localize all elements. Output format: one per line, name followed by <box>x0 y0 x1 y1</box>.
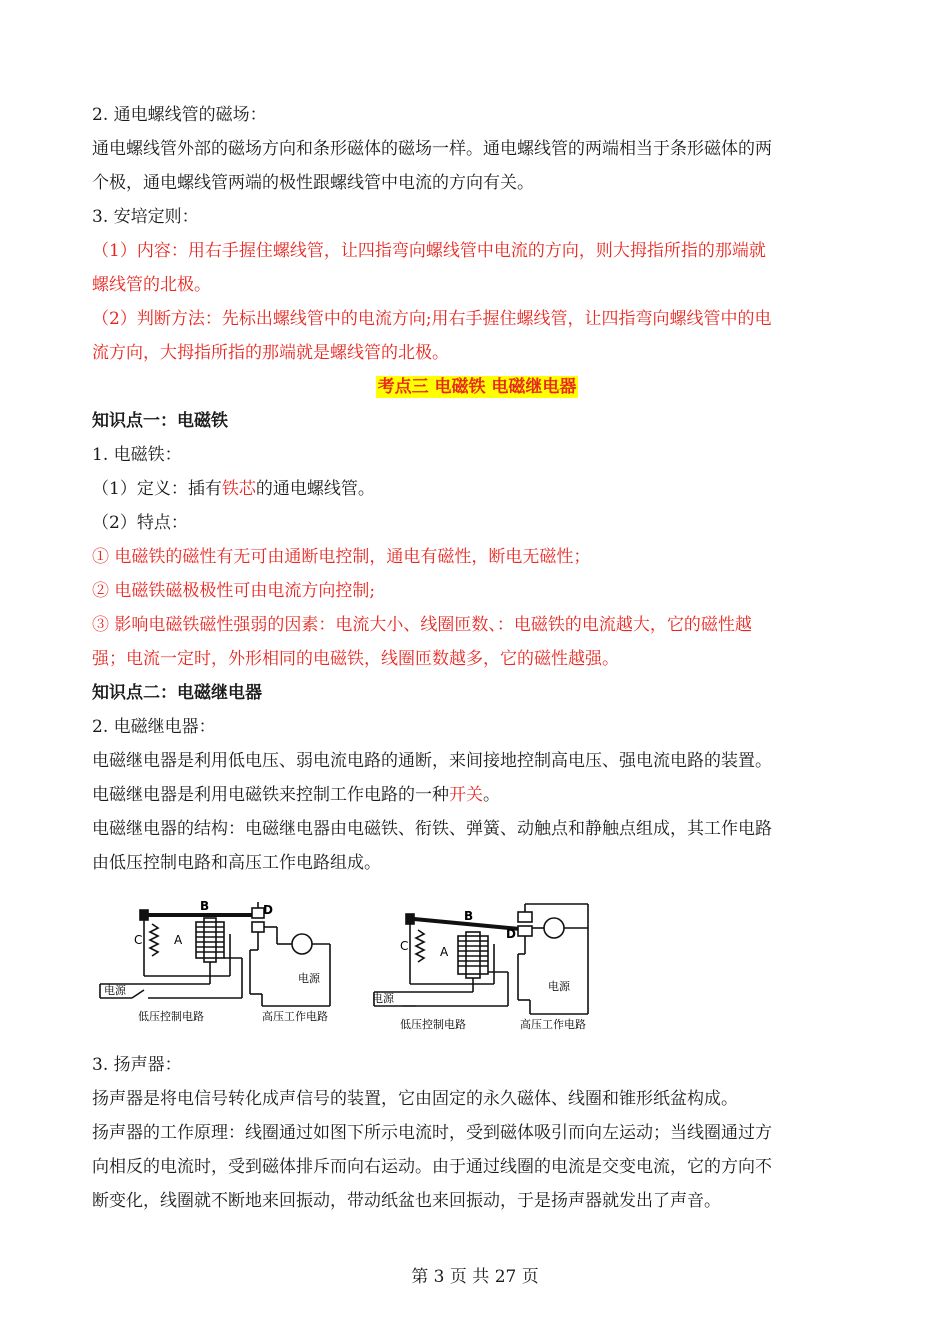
paragraph-line <box>92 778 862 812</box>
relay-figures <box>92 894 862 1044</box>
keyword-switch: 开关 <box>449 785 483 805</box>
ampere-rule-content: 螺线管的北极。 <box>92 275 211 295</box>
ampere-rule-method: 流方向，大拇指所指的那端就是螺线管的北极。 <box>92 343 449 363</box>
label-a: A <box>440 945 449 959</box>
heading-speaker: 3. 扬声器： <box>92 1055 182 1075</box>
paragraph-line: 扬声器是将电信号转化成声信号的装置，它由固定的永久磁体、线圈和锥形纸盆构成。 <box>92 1089 738 1109</box>
paragraph-line: 扬声器的工作原理：线圈通过如图下所示电流时，受到磁体吸引而向左运动；当线圈通过方 <box>92 1123 772 1143</box>
section-title <box>92 370 862 404</box>
heading-ampere-rule: 3. 安培定则： <box>92 207 199 227</box>
ampere-rule-content: （1）内容：用右手握住螺线管，让四指弯向螺线管中电流的方向，则大拇指所指的那端就 <box>92 241 766 261</box>
paragraph-text: 电磁继电器是利用电磁铁来控制工作电路的一种 <box>92 785 449 805</box>
definition-text: （1）定义：插有 <box>92 479 222 499</box>
feature-item-2: ② 电磁铁磁极极性可由电流方向控制; <box>92 581 376 601</box>
paragraph-text: 。 <box>483 785 500 805</box>
label-high-circuit: 高压工作电路 <box>262 1010 328 1023</box>
definition-line <box>92 472 862 506</box>
document-body <box>92 98 862 1218</box>
label-power-high: 电源 <box>298 972 320 985</box>
ampere-rule-method: （2）判断方法：先标出螺线管中的电流方向;用右手握住螺线管，让四指弯向螺线管中的电 <box>92 309 772 329</box>
paragraph-line: 由低压控制电路和高压工作电路组成。 <box>92 853 381 873</box>
relay-diagram-closed <box>368 894 606 1044</box>
label-d: D <box>506 927 516 941</box>
label-c: C <box>400 939 409 953</box>
label-b: B <box>200 899 210 913</box>
page-footer: 第 3 页 共 27 页 <box>411 1267 539 1287</box>
paragraph-line: 向相反的电流时，受到磁体排斥而向右运动。由于通过线圈的电流是交变电流，它的方向不 <box>92 1157 772 1177</box>
relay-diagram-open <box>92 894 354 1044</box>
feature-item-1: ① 电磁铁的磁性有无可由通断电控制，通电有磁性，断电无磁性； <box>92 547 591 567</box>
keyword-iron-core: 铁芯 <box>221 479 256 499</box>
knowledge-point-1: 知识点一：电磁铁 <box>92 411 228 431</box>
label-d: D <box>263 903 273 917</box>
label-c: C <box>134 933 143 947</box>
paragraph-line: 通电螺线管外部的磁场方向和条形磁体的磁场一样。通电螺线管的两端相当于条形磁体的两 <box>92 139 772 159</box>
feature-item-3: 强；电流一定时，外形相同的电磁铁，线圈匝数越多，它的磁性越强。 <box>92 649 619 669</box>
label-a: A <box>174 933 183 947</box>
feature-item-3: ③ 影响电磁铁磁性强弱的因素：电流大小、线圈匝数、：电磁铁的电流越大，它的磁性越 <box>92 615 752 635</box>
section-title-highlight: 考点三 电磁铁 电磁继电器 <box>377 377 577 397</box>
paragraph-line: 电磁继电器是利用低电压、弱电流电路的通断，来间接地控制高电压、强电流电路的装置。 <box>92 751 772 771</box>
heading-relay: 2. 电磁继电器： <box>92 717 216 737</box>
label-b: B <box>464 909 474 923</box>
label-power-high: 电源 <box>548 980 570 993</box>
heading-solenoid-field: 2. 通电螺线管的磁场： <box>92 105 267 125</box>
heading-electromagnet: 1. 电磁铁： <box>92 445 182 465</box>
definition-text: 的通电螺线管。 <box>255 479 375 499</box>
label-low-circuit: 低压控制电路 <box>138 1010 204 1023</box>
knowledge-point-2: 知识点二：电磁继电器 <box>92 683 262 703</box>
paragraph-line: 断变化，线圈就不断地来回振动，带动纸盆也来回振动，于是扬声器就发出了声音。 <box>92 1191 721 1211</box>
paragraph-line: 个极，通电螺线管两端的极性跟螺线管中电流的方向有关。 <box>92 173 534 193</box>
features-heading: （2）特点： <box>92 513 188 533</box>
label-high-circuit: 高压工作电路 <box>520 1018 586 1031</box>
label-power-low: 电源 <box>372 992 394 1005</box>
label-power-low: 电源 <box>104 984 126 997</box>
label-low-circuit: 低压控制电路 <box>400 1018 466 1031</box>
paragraph-line: 电磁继电器的结构：电磁继电器由电磁铁、衔铁、弹簧、动触点和静触点组成，其工作电路 <box>92 819 772 839</box>
